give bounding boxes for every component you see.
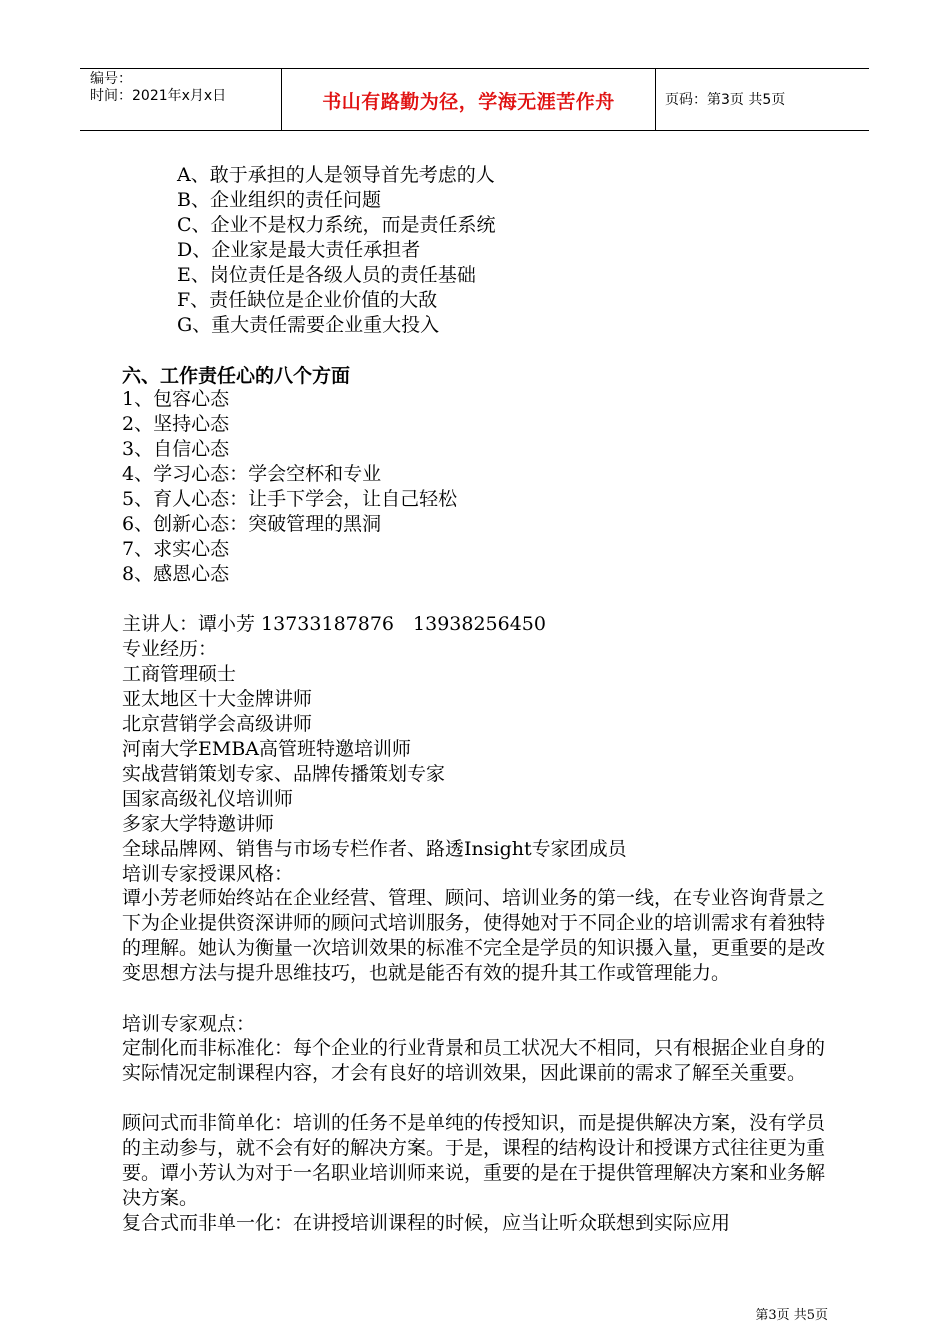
header-motto-cell [281,69,656,130]
experience-item: 全球品牌网、销售与市场专栏作者、路透Insight专家团成员 [122,838,627,860]
header-page-cell [655,69,869,130]
option-item: D、企业家是最大责任承担者 [177,239,421,261]
aspect-item: 6、创新心态：突破管理的黑洞 [122,513,382,535]
aspect-item: 8、感恩心态 [122,563,230,585]
option-item: E、岗位责任是各级人员的责任基础 [177,264,476,286]
aspect-item: 5、育人心态：让手下学会，让自己轻松 [122,488,458,510]
experience-item: 亚太地区十大金牌讲师 [122,688,313,710]
aspect-item: 3、自信心态 [122,438,230,460]
header-motto: 书山有路勤为径，学海无涯苦作舟 [322,91,615,113]
document-number: 编号： [90,71,132,87]
option-item: A、敢于承担的人是领导首先考虑的人 [177,164,495,186]
style-paragraph: 谭小芳老师始终站在企业经营、管理、顾问、培训业务的第一线，在专业咨询背景之下为企业提供资深讲师的顾问式培训服务，使得她对于不同企业的培训需求有着独特的理解。她认为衡量一次培训效果的标准不完全是学员的知识摄入量，更重要的是改变思想方法与提升思维技巧，也就是能否有效的提升其工作或管理能力。 [122,887,826,984]
aspect-item: 7、求实心态 [122,538,230,560]
header-page-number: 页码：第3页 共5页 [665,92,786,108]
aspect-item: 2、坚持心态 [122,413,230,435]
experience-item: 实战营销策划专家、品牌传播策划专家 [122,763,446,785]
header-meta-cell [80,69,280,130]
experience-title: 专业经历： [122,638,218,660]
experience-item: 多家大学特邀讲师 [122,813,275,835]
views-title: 培训专家观点： [122,1013,256,1035]
experience-item: 北京营销学会高级讲师 [122,713,313,735]
option-item: F、责任缺位是企业价值的大敌 [177,289,438,311]
option-item: B、企业组织的责任问题 [177,189,381,211]
page-header [80,68,869,131]
page-footer: 第3页 共5页 [755,1308,828,1323]
view-paragraph: 复合式而非单一化：在讲授培训课程的时候，应当让听众联想到实际应用 [122,1212,731,1234]
speaker-line: 主讲人：谭小芳 13733187876 13938256450 [122,613,546,635]
view-paragraph: 定制化而非标准化：每个企业的行业背景和员工状况大不相同，只有根据企业自身的实际情况定制课程内容，才会有良好的培训效果，因此课前的需求了解至关重要。 [122,1037,826,1084]
experience-item: 河南大学EMBA高管班特邀培训师 [122,738,412,760]
view-paragraph: 顾问式而非简单化：培训的任务不是单纯的传授知识，而是提供解决方案，没有学员的主动参与，就不会有好的解决方案。于是，课程的结构设计和授课方式往往更为重要。谭小芳认为对于一名职业培训师来说，重要的是在于提供管理解决方案和业务解决方案。 [122,1112,826,1209]
style-title: 培训专家授课风格： [122,863,294,885]
option-item: G、重大责任需要企业重大投入 [177,314,440,336]
experience-item: 国家高级礼仪培训师 [122,788,294,810]
document-date: 时间：2021年x月x日 [90,88,227,104]
aspect-item: 1、包容心态 [122,388,230,410]
experience-item: 工商管理硕士 [122,663,237,685]
aspect-item: 4、学习心态：学会空杯和专业 [122,463,382,485]
option-item: C、企业不是权力系统，而是责任系统 [177,214,496,236]
section-title: 六、工作责任心的八个方面 [122,365,351,387]
